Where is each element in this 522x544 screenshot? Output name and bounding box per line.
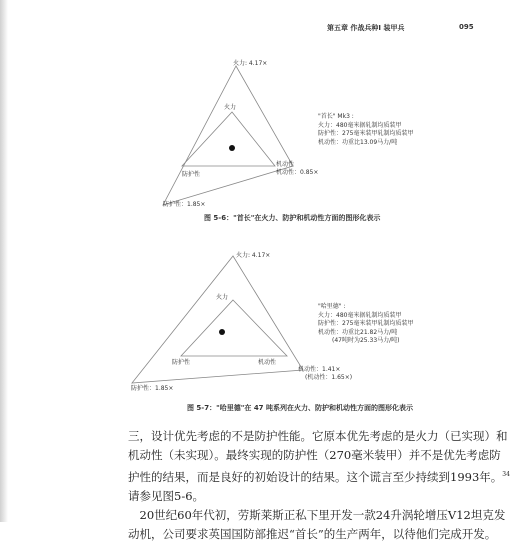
- fig2-protection-value: 防护性：1.85×: [131, 385, 174, 392]
- figure-1-outer-triangle: [163, 66, 293, 205]
- body-text: [128, 427, 510, 544]
- fig1-mobility-value: 机动性：0.85×: [276, 169, 319, 176]
- fig1-firepower-label: 火力: [224, 104, 237, 111]
- body-line-5: 20世纪60年代初，劳斯莱斯正私下里开发一款24升涡轮增压V12坦克发: [128, 507, 506, 522]
- fig1-spec-protection: 防护性：275毫米装甲轧制均质装甲: [318, 130, 414, 137]
- figure-1-caption: 图 5-6："首长"在火力、防护和机动性方面的图形化表示: [204, 214, 381, 222]
- fig2-spec-block: [318, 303, 413, 346]
- body-line-1: 三，设计优先考虑的不是防护性能。它原本优先考虑的是火力（已实现）和: [128, 429, 508, 443]
- page-number: 095: [459, 23, 474, 31]
- fig2-mobility-value: 机动性：1.41×: [298, 366, 341, 373]
- fig2-firepower-label: 火力: [216, 294, 229, 301]
- fig2-spec-protection: 防护性：275毫米装甲轧制均质装甲: [318, 320, 414, 327]
- fig2-firepower-value: 火力: 4.17×: [236, 252, 271, 259]
- fig2-spec-name: "哈里德" :: [318, 303, 346, 310]
- fig2-spec-firepower: 火力：480毫米据轧制均质装甲: [318, 311, 402, 319]
- body-line-6: 动机，公司要求英国国防部推迟“首长”的生产两年，以待他们完成开发。: [128, 526, 497, 541]
- footnote-mark: 34: [502, 471, 510, 478]
- body-line-4: 请参见图5-6。: [128, 488, 205, 503]
- running-header: 第五章 作战兵种Ⅰ 装甲兵: [327, 24, 405, 32]
- fig1-spec-firepower: 火力：480毫米据轧制均质装甲: [318, 121, 402, 129]
- figure-1-centroid: [229, 145, 235, 151]
- figure-2-centroid: [219, 329, 225, 335]
- fig1-spec-block: [318, 113, 413, 147]
- fig2-spec-mobility-alt: (47吨时为25.33马力/吨): [332, 337, 400, 344]
- body-line-3-text: 护性的结果，而是良好的初始设计的结果。这个谎言至少持续到1993年。: [128, 469, 503, 484]
- figure-2-caption: 图 5-7："哈里德"在 47 吨系列在火力、防护和机动性方面的图形化表示: [187, 404, 413, 412]
- body-line-3: [128, 465, 510, 487]
- fig2-spec-mobility: 机动性：功重比21.82马力/吨: [318, 328, 398, 336]
- fig1-spec-mobility: 机动性：功重比13.09马力/吨: [318, 138, 398, 146]
- fig1-protection-label: 防护性: [182, 171, 201, 178]
- figure-1-inner-triangle: [182, 112, 275, 166]
- figure-2-outer-triangle: [132, 256, 303, 383]
- body-line-2: 机动性（未实现）。最终实现的防护性（270毫米装甲）并不是优先考虑防: [128, 448, 501, 462]
- fig1-firepower-value: 火力: 4.17×: [233, 60, 268, 67]
- fig1-protection-value: 防护性：1.85×: [163, 201, 206, 208]
- figure-2-inner-triangle: [181, 300, 287, 356]
- fig2-protection-label: 防护性: [172, 359, 191, 366]
- fig2-mobility-value-alt: (机动性：1.65×): [305, 374, 353, 381]
- fig1-spec-name: "首长" Mk3 :: [318, 113, 354, 120]
- fig2-mobility-label: 机动性: [258, 359, 277, 366]
- fig1-mobility-label: 机动性: [276, 161, 295, 168]
